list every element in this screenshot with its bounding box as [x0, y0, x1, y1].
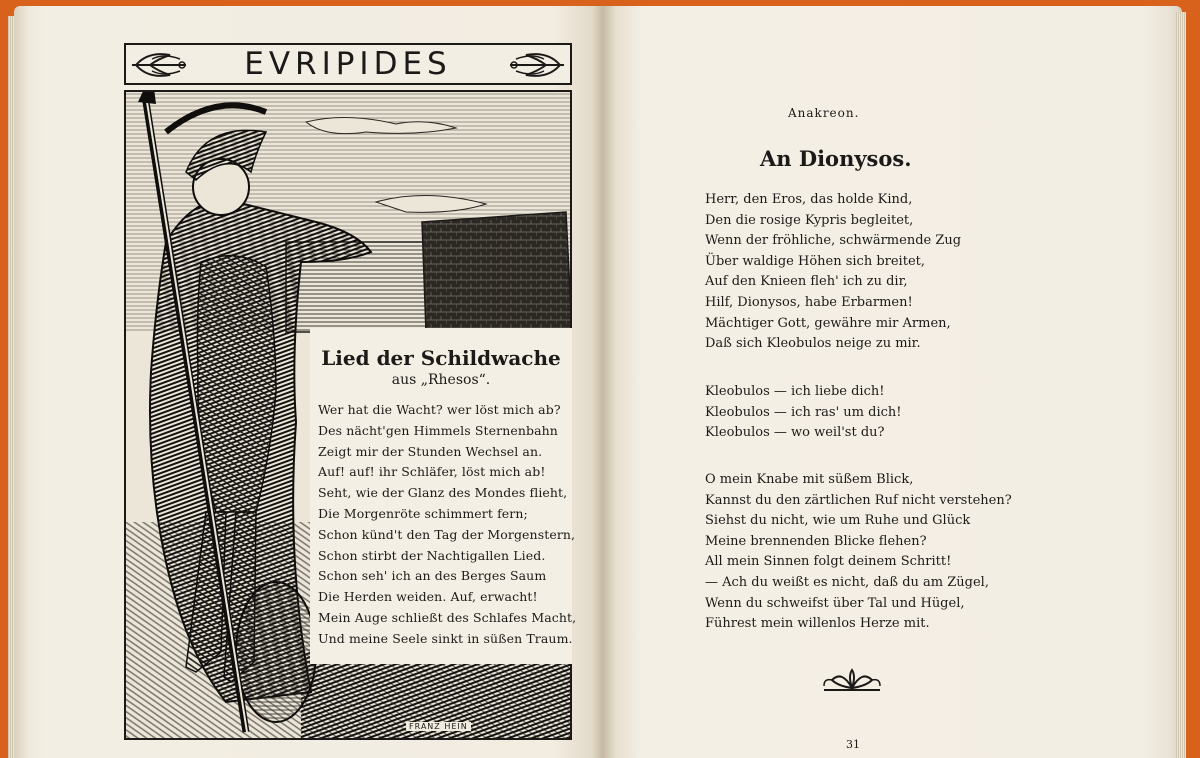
artist-signature: FRANZ HEIN — [406, 722, 471, 731]
page-stack-right — [1176, 12, 1186, 758]
page-number: 31 — [846, 738, 860, 751]
poem-line: Auf! auf! ihr Schläfer, löst mich ab! — [318, 464, 546, 480]
verse-line: Wenn der fröhliche, schwärmende Zug — [705, 233, 962, 249]
verse-line: Kleobulos — ich ras' um dich! — [705, 404, 902, 420]
poem-subtitle: aus „Rhesos“. — [391, 372, 491, 388]
stanza-2 — [705, 382, 1035, 444]
verse-line: Siehst du nicht, wie um Ruhe und Glück — [705, 513, 971, 529]
verse-line: Daß sich Kleobulos neige zu mir. — [705, 336, 921, 352]
poem-line: Schon künd't den Tag der Morgenstern, — [318, 526, 576, 542]
poem-lines — [318, 400, 577, 650]
verse-line: Kannst du den zärtlichen Ruf nicht verstehen? — [705, 492, 1012, 508]
leaf-ornament-icon — [508, 49, 566, 81]
poem-line: Des nächt'gen Himmels Sternenbahn — [318, 422, 558, 438]
poem-line: Schon stirbt der Nachtigallen Lied. — [318, 547, 546, 563]
verse-line: Auf den Knieen fleh' ich zu dir, — [705, 274, 908, 290]
title-banner — [124, 43, 572, 85]
verse-line: Meine brennenden Blicke flehen? — [705, 533, 927, 549]
poem-line: Zeigt mir der Stunden Wechsel an. — [318, 443, 543, 459]
stanza-1 — [705, 190, 1035, 355]
verse-line: Herr, den Eros, das holde Kind, — [705, 192, 913, 207]
verse-line: Hilf, Dionysos, habe Erbarmen! — [705, 294, 913, 310]
poem-line: Wer hat die Wacht? wer löst mich ab? — [318, 402, 561, 417]
verse-line: Kleobulos — ich liebe dich! — [705, 384, 885, 399]
poem-line: Die Herden weiden. Auf, erwacht! — [318, 589, 538, 605]
poem-line: Die Morgenröte schimmert fern; — [318, 505, 528, 521]
sentry-song-box — [310, 328, 577, 664]
verse-line: Den die rosige Kypris begleitet, — [705, 212, 914, 228]
verse-line: O mein Knabe mit süßem Blick, — [705, 472, 914, 487]
poem-line: Mein Auge schließt des Schlafes Macht, — [318, 609, 577, 625]
stanza-3 — [705, 470, 1035, 635]
verse-line: Mächtiger Gott, gewähre mir Armen, — [705, 315, 951, 331]
verse-line: All mein Sinnen folgt deinem Schritt! — [705, 554, 952, 570]
verse-line: Wenn du schweifst über Tal und Hügel, — [705, 595, 965, 611]
end-ornament-icon — [820, 666, 884, 694]
banner-title: EVRIPIDES — [244, 46, 452, 82]
poem-title: Lied der Schildwache — [321, 346, 561, 370]
author-heading: Anakreon. — [788, 106, 860, 120]
verse-line: Über waldige Höhen sich breitet, — [705, 253, 925, 269]
verse-line: Führest mein willenlos Herze mit. — [705, 616, 930, 632]
poem-line: Und meine Seele sinkt in süßen Traum. — [318, 630, 573, 646]
poem-title-right: An Dionysos. — [760, 146, 912, 171]
verse-line: — Ach du weißt es nicht, daß du am Zügel, — [705, 574, 989, 590]
leaf-ornament-icon — [130, 49, 188, 81]
verse-line: Kleobulos — wo weil'st du? — [705, 425, 885, 441]
poem-line: Schon seh' ich an des Berges Saum — [318, 568, 547, 584]
poem-line: Seht, wie der Glanz des Mondes flieht, — [318, 485, 568, 501]
